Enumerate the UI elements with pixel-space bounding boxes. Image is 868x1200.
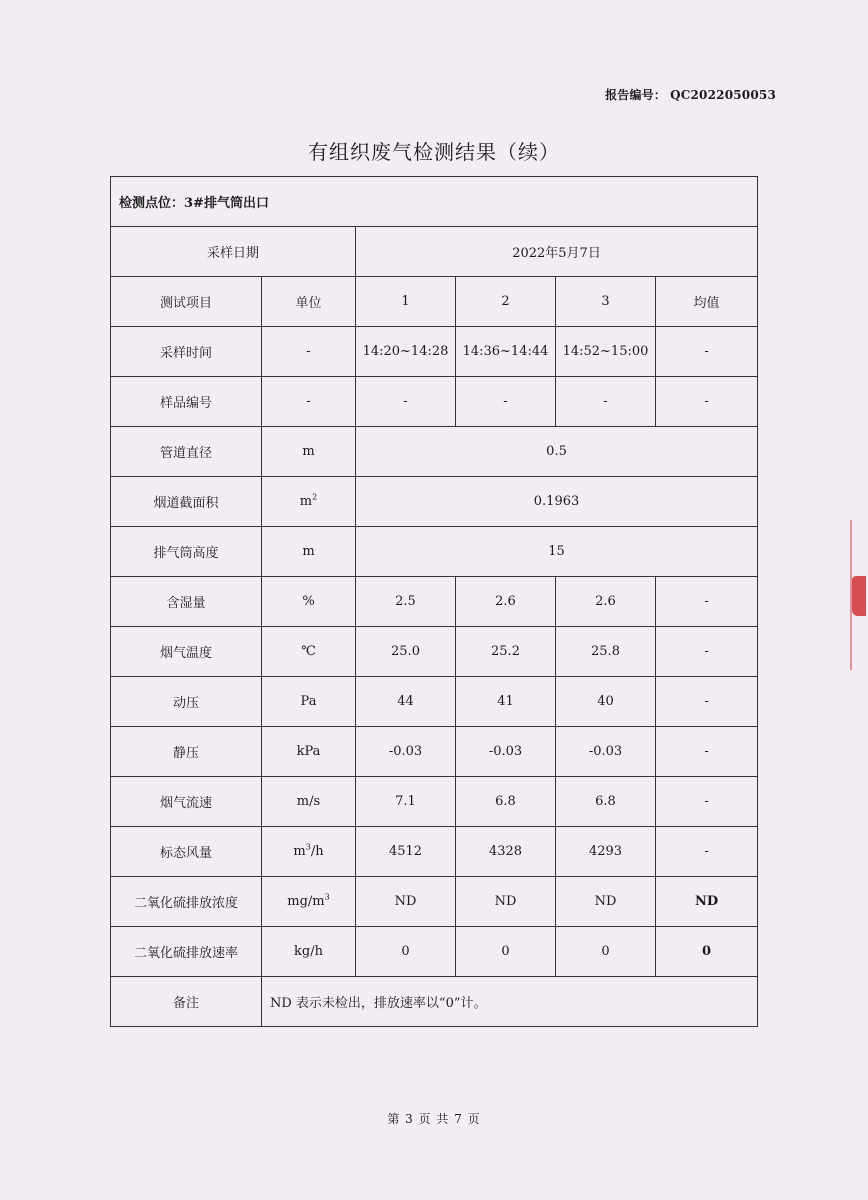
average-cell: -: [656, 677, 758, 727]
seal-stamp-ink: [852, 576, 866, 616]
value-cell: -0.03: [356, 727, 456, 777]
average-cell: 0: [656, 927, 758, 977]
column-header-average: 均值: [656, 277, 758, 327]
row-label: 采样时间: [111, 327, 262, 377]
report-number: [605, 86, 776, 103]
value-cell: 44: [356, 677, 456, 727]
unit-cell: [262, 827, 356, 877]
unit-superscript: 3: [324, 892, 330, 902]
unit-cell: kPa: [262, 727, 356, 777]
value-cell: 2.6: [556, 577, 656, 627]
location-cell: 检测点位：3#排气筒出口: [111, 177, 758, 227]
table-row: [111, 877, 758, 927]
table-row: [111, 927, 758, 977]
value-cell: 4512: [356, 827, 456, 877]
row-label: 含湿量: [111, 577, 262, 627]
table-header-row: [111, 277, 758, 327]
merged-value-cell: 15: [356, 527, 758, 577]
column-header-3: 3: [556, 277, 656, 327]
unit-superscript: 3: [305, 842, 311, 852]
row-label: 标态风量: [111, 827, 262, 877]
unit-tail: /h: [310, 844, 324, 859]
row-label: 动压: [111, 677, 262, 727]
merged-value-cell: 0.1963: [356, 477, 758, 527]
row-label: 样品编号: [111, 377, 262, 427]
value-cell: 4293: [556, 827, 656, 877]
value-cell: -: [356, 377, 456, 427]
value-cell: -: [556, 377, 656, 427]
unit-cell: ℃: [262, 627, 356, 677]
table-row: [111, 977, 758, 1027]
table-row: [111, 527, 758, 577]
column-header-unit: 单位: [262, 277, 356, 327]
unit-cell: Pa: [262, 677, 356, 727]
table-row: [111, 427, 758, 477]
unit-cell: [262, 877, 356, 927]
sampling-date-label: 采样日期: [111, 227, 356, 277]
unit-superscript: 2: [312, 492, 318, 502]
value-cell: 7.1: [356, 777, 456, 827]
table-row: [111, 677, 758, 727]
table-row: [111, 177, 758, 227]
unit-cell: -: [262, 377, 356, 427]
row-label: 烟气温度: [111, 627, 262, 677]
average-cell: -: [656, 577, 758, 627]
table-row: [111, 727, 758, 777]
page-title: 有组织废气检测结果（续）: [308, 140, 560, 164]
row-label: 烟气流速: [111, 777, 262, 827]
unit-base: mg/m: [287, 894, 325, 909]
table-row: [111, 577, 758, 627]
report-number-value: QC2022050053: [670, 88, 776, 102]
unit-cell: %: [262, 577, 356, 627]
value-cell: 2.6: [456, 577, 556, 627]
row-label: 烟道截面积: [111, 477, 262, 527]
unit-base: m: [293, 844, 306, 859]
value-cell: ND: [356, 877, 456, 927]
page-number: 第 3 页 共 7 页: [387, 1112, 481, 1126]
value-cell: 41: [456, 677, 556, 727]
average-cell: -: [656, 777, 758, 827]
value-cell: 4328: [456, 827, 556, 877]
table-row: [111, 477, 758, 527]
unit-base: m: [299, 494, 313, 509]
row-label: 排气筒高度: [111, 527, 262, 577]
value-cell: 25.8: [556, 627, 656, 677]
unit-cell: [262, 477, 356, 527]
value-cell: 6.8: [556, 777, 656, 827]
row-label: 管道直径: [111, 427, 262, 477]
average-cell: -: [656, 727, 758, 777]
average-cell: -: [656, 627, 758, 677]
column-header-1: 1: [356, 277, 456, 327]
table-row: [111, 327, 758, 377]
average-cell: ND: [656, 877, 758, 927]
value-cell: 0: [556, 927, 656, 977]
table-row: [111, 627, 758, 677]
remark-text: ND 表示未检出，排放速率以“0”计。: [262, 977, 758, 1027]
unit-cell: -: [262, 327, 356, 377]
unit-cell: kg/h: [262, 927, 356, 977]
results-table: [110, 176, 758, 1027]
unit-cell: m/s: [262, 777, 356, 827]
table-row: [111, 777, 758, 827]
average-cell: -: [656, 377, 758, 427]
row-label: 静压: [111, 727, 262, 777]
table-row: [111, 377, 758, 427]
value-cell: ND: [456, 877, 556, 927]
unit-cell: m: [262, 527, 356, 577]
merged-value-cell: 0.5: [356, 427, 758, 477]
average-cell: -: [656, 327, 758, 377]
sampling-date-value: 2022年5月7日: [356, 227, 758, 277]
value-cell: 25.2: [456, 627, 556, 677]
value-cell: -: [456, 377, 556, 427]
value-cell: 14:52~15:00: [556, 327, 656, 377]
value-cell: 40: [556, 677, 656, 727]
value-cell: 6.8: [456, 777, 556, 827]
value-cell: 25.0: [356, 627, 456, 677]
value-cell: 2.5: [356, 577, 456, 627]
value-cell: -0.03: [556, 727, 656, 777]
value-cell: 0: [456, 927, 556, 977]
column-header-2: 2: [456, 277, 556, 327]
value-cell: -0.03: [456, 727, 556, 777]
table-row: [111, 827, 758, 877]
unit-cell: m: [262, 427, 356, 477]
row-label: 备注: [111, 977, 262, 1027]
average-cell: -: [656, 827, 758, 877]
value-cell: 0: [356, 927, 456, 977]
value-cell: 14:36~14:44: [456, 327, 556, 377]
seal-stamp-edge: [846, 520, 868, 670]
row-label: 二氧化硫排放速率: [111, 927, 262, 977]
report-number-label: 报告编号：: [605, 88, 667, 102]
row-label: 二氧化硫排放浓度: [111, 877, 262, 927]
value-cell: ND: [556, 877, 656, 927]
column-header-item: 测试项目: [111, 277, 262, 327]
table-row: [111, 227, 758, 277]
value-cell: 14:20~14:28: [356, 327, 456, 377]
